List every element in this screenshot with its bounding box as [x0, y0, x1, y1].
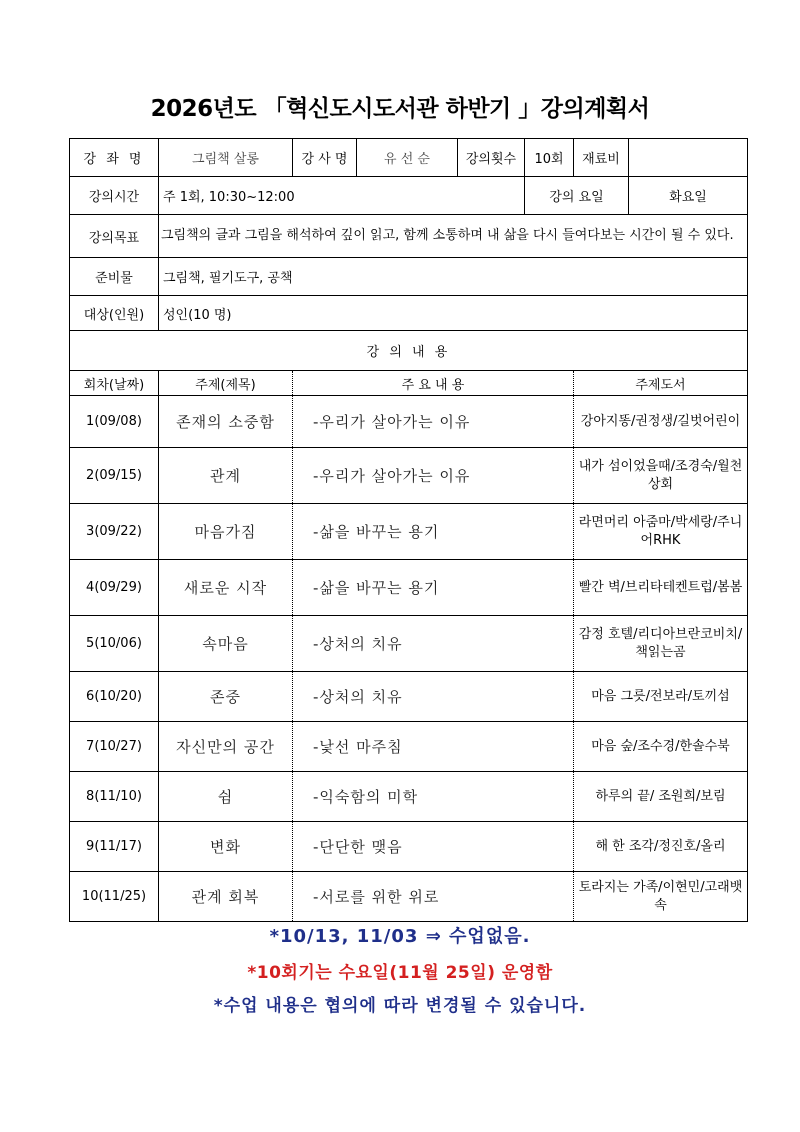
- session-content: -낯선 마주침: [293, 722, 574, 772]
- session-book: 라면머리 아줌마/박세랑/주니어RHK: [574, 504, 748, 560]
- session-content: -단단한 맺음: [293, 822, 574, 872]
- lecturer-value: 유 선 순: [357, 139, 458, 177]
- session-number: 7(10/27): [70, 722, 159, 772]
- session-content: -상처의 치유: [293, 616, 574, 672]
- session-book: 강아지똥/권정생/길벗어린이: [574, 396, 748, 448]
- lecture-goal-label: 강의목표: [70, 215, 159, 258]
- session-row: [70, 616, 748, 672]
- session-count-label: 강의횟수: [458, 139, 525, 177]
- session-content: -삶을 바꾸는 용기: [293, 560, 574, 616]
- session-number: 5(10/06): [70, 616, 159, 672]
- session-topic: 속마음: [159, 616, 293, 672]
- session-content: -삶을 바꾸는 용기: [293, 504, 574, 560]
- column-header-row: [70, 371, 748, 396]
- session-count-value: 10회: [525, 139, 574, 177]
- column-header-topic: 주제(제목): [159, 371, 293, 396]
- column-header-session: 회차(날짜): [70, 371, 159, 396]
- session-number: 2(09/15): [70, 448, 159, 504]
- session-book: 감정 호텔/리디아브란코비치/책읽는곰: [574, 616, 748, 672]
- session-topic: 마음가짐: [159, 504, 293, 560]
- session-topic: 쉼: [159, 772, 293, 822]
- session-row: [70, 504, 748, 560]
- lecture-time-value: 주 1회, 10:30~12:00: [159, 177, 525, 215]
- session-number: 10(11/25): [70, 872, 159, 922]
- material-fee-label: 재료비: [574, 139, 629, 177]
- material-fee-value: [629, 139, 748, 177]
- session-number: 8(11/10): [70, 772, 159, 822]
- target-value: 성인(10 명): [159, 296, 748, 331]
- session-topic: 관계 회복: [159, 872, 293, 922]
- session-row: [70, 722, 748, 772]
- content-header: 강 의 내 용: [70, 331, 748, 371]
- session-content: -익숙함의 미학: [293, 772, 574, 822]
- course-name-label: 강 좌 명: [70, 139, 159, 177]
- session-book: 마음 그릇/전보라/토끼섬: [574, 672, 748, 722]
- note-subject-to-change: *수업 내용은 협의에 따라 변경될 수 있습니다.: [213, 996, 587, 1016]
- session-content: -서로를 위한 위로: [293, 872, 574, 922]
- column-header-book: 주제도서: [574, 371, 748, 396]
- course-info-row: [70, 139, 748, 177]
- session-topic: 자신만의 공간: [159, 722, 293, 772]
- session-row: [70, 672, 748, 722]
- lecture-day-value: 화요일: [629, 177, 748, 215]
- session-book: 해 한 조각/정진호/올리: [574, 822, 748, 872]
- session-row: [70, 822, 748, 872]
- session-content: -우리가 살아가는 이유: [293, 448, 574, 504]
- lecture-plan-table: [69, 138, 748, 922]
- session-book: 하루의 끝/ 조원희/보림: [574, 772, 748, 822]
- preparation-row: [70, 258, 748, 296]
- course-name-value: 그림책 살롱: [159, 139, 293, 177]
- session-book: 마음 숲/조수경/한솔수북: [574, 722, 748, 772]
- session-row: [70, 448, 748, 504]
- session-topic: 관계: [159, 448, 293, 504]
- document-title: 2026년도 「혁신도시도서관 하반기 」강의계획서: [150, 96, 650, 122]
- session-topic: 존재의 소중함: [159, 396, 293, 448]
- lecture-day-label: 강의 요일: [525, 177, 629, 215]
- session-topic: 변화: [159, 822, 293, 872]
- session-row: [70, 396, 748, 448]
- lecture-time-row: [70, 177, 748, 215]
- content-header-row: [70, 331, 748, 371]
- session-number: 9(11/17): [70, 822, 159, 872]
- session-row: [70, 560, 748, 616]
- session-row: [70, 772, 748, 822]
- lecture-goal-row: [70, 215, 748, 258]
- target-row: [70, 296, 748, 331]
- session-book: 토라지는 가족/이현민/고래뱃속: [574, 872, 748, 922]
- preparation-value: 그림책, 필기도구, 공책: [159, 258, 748, 296]
- lecture-goal-value: 그림책의 글과 그림을 해석하여 깊이 읽고, 함께 소통하며 내 삶을 다시 들여다보는 시간이 될 수 있다.: [159, 215, 748, 258]
- session-content: -우리가 살아가는 이유: [293, 396, 574, 448]
- session-content: -상처의 치유: [293, 672, 574, 722]
- session-number: 3(09/22): [70, 504, 159, 560]
- session-row: [70, 872, 748, 922]
- note-no-class: *10/13, 11/03 ⇒ 수업없음.: [269, 926, 531, 947]
- session-book: 내가 섬이었을때/조경숙/월천상회: [574, 448, 748, 504]
- session-number: 4(09/29): [70, 560, 159, 616]
- session-number: 1(09/08): [70, 396, 159, 448]
- lecture-time-label: 강의시간: [70, 177, 159, 215]
- target-label: 대상(인원): [70, 296, 159, 331]
- lecturer-label: 강 사 명: [293, 139, 357, 177]
- session-topic: 새로운 시작: [159, 560, 293, 616]
- session-book: 빨간 벽/브리타테켄트럽/봄봄: [574, 560, 748, 616]
- session-topic: 존중: [159, 672, 293, 722]
- session-number: 6(10/20): [70, 672, 159, 722]
- preparation-label: 준비물: [70, 258, 159, 296]
- column-header-content: 주 요 내 용: [293, 371, 574, 396]
- note-wednesday-session: *10회기는 수요일(11월 25일) 운영함: [247, 963, 553, 983]
